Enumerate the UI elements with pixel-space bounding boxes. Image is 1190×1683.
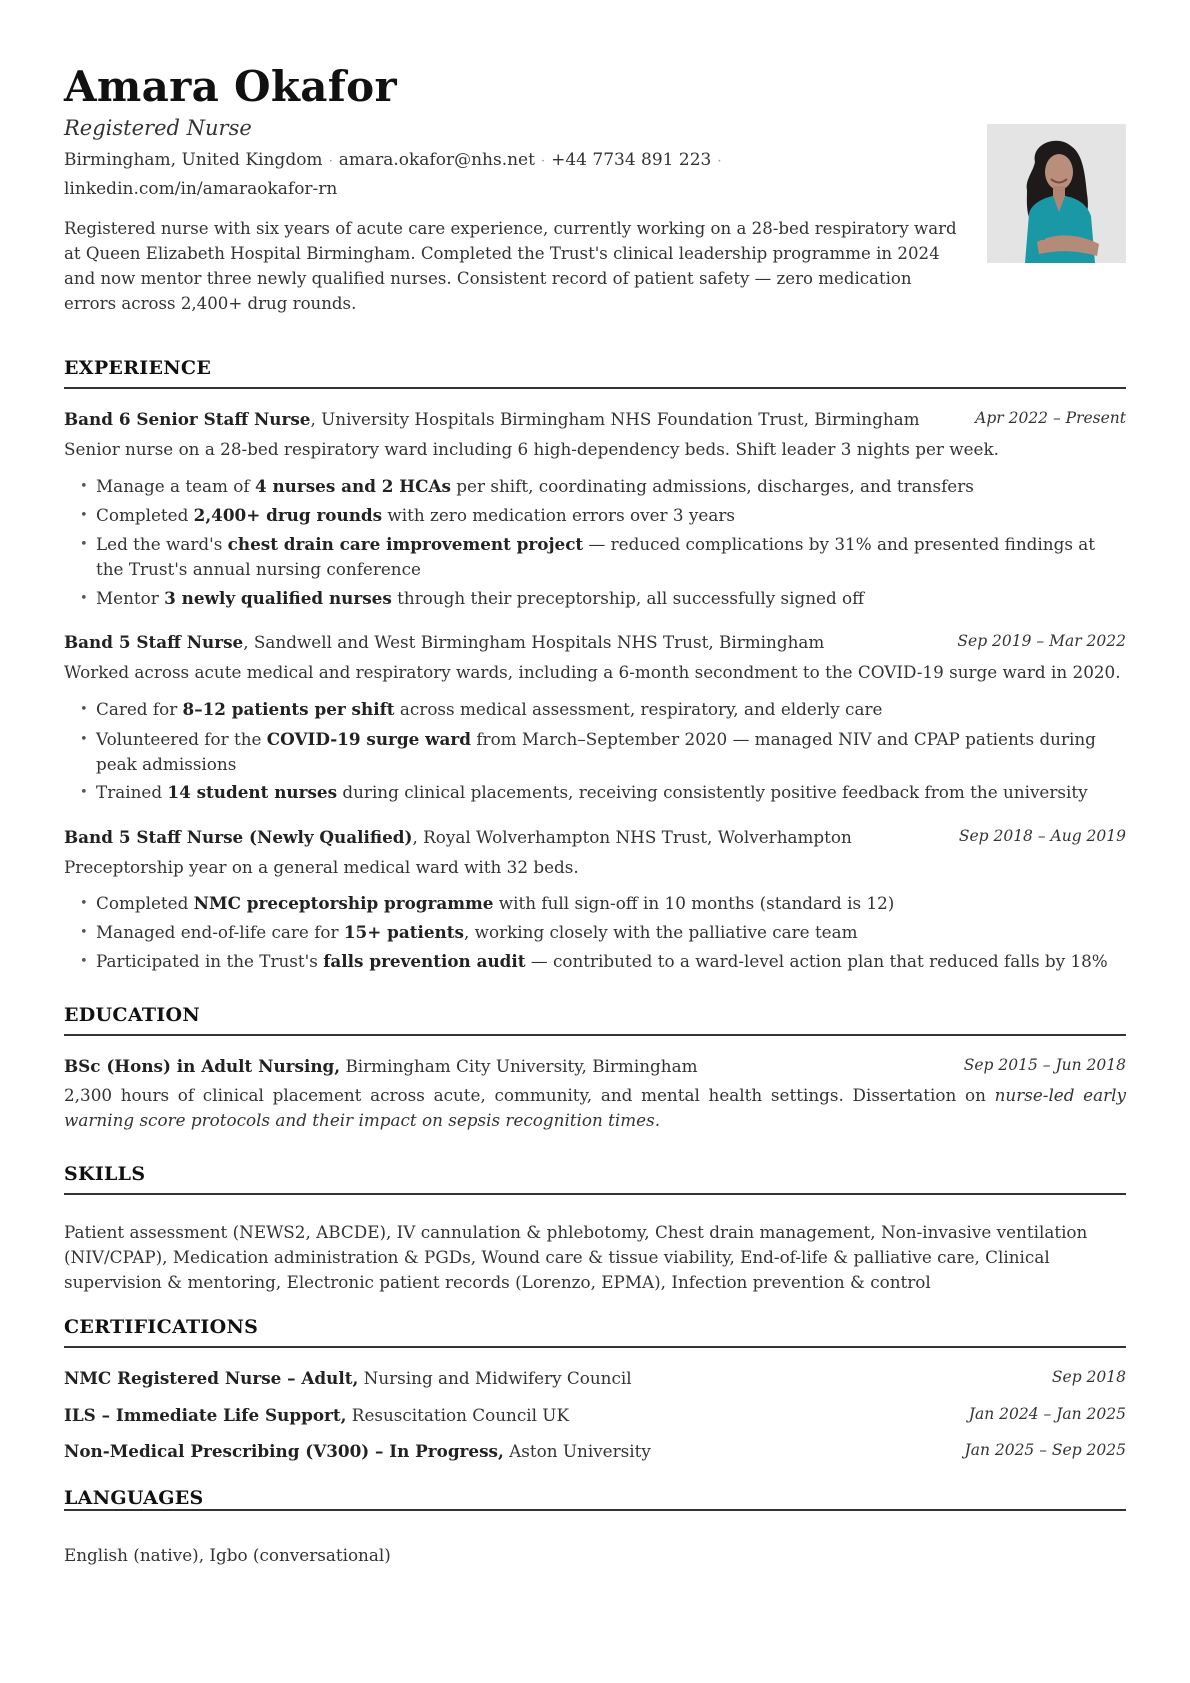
job-bullet: • Trained 14 student nurses during clinical placements, receiving consistently positive feedback from the university bbox=[80, 780, 1126, 805]
email-link[interactable]: amara.okafor@nhs.net bbox=[338, 150, 535, 170]
skills-list: Patient assessment (NEWS2, ABCDE), IV cannulation & phlebotomy, Chest drain management, Non-invasive ventilation (NIV/CPAP), Medication administration & PGDs, Wound care & tissue viability, End-of-life & palliative care, Clinical supervision & mentoring, Electronic patient records (Lorenzo, EPMA), Infection prevention & control bbox=[64, 1222, 1088, 1292]
separator: · bbox=[328, 154, 333, 169]
job-description: Preceptorship year on a general medical ward with 32 beds. bbox=[64, 857, 579, 877]
section-title-languages: LANGUAGES bbox=[64, 1487, 204, 1509]
section-divider bbox=[64, 387, 1126, 389]
section-title-skills: SKILLS bbox=[64, 1163, 146, 1185]
job-role: Band 5 Staff Nurse (Newly Qualified) bbox=[64, 827, 413, 847]
education-dates: Sep 2015 – Jun 2018 bbox=[963, 1056, 1126, 1074]
cert-name: NMC Registered Nurse – Adult, bbox=[64, 1368, 359, 1388]
job-bullet: • Cared for 8–12 patients per shift across medical assessment, respiratory, and elderly care bbox=[80, 697, 1126, 722]
location: Birmingham, United Kingdom bbox=[64, 150, 323, 170]
cert-name: ILS – Immediate Life Support, bbox=[64, 1405, 347, 1425]
job-org: , Royal Wolverhampton NHS Trust, Wolverhampton bbox=[412, 827, 852, 847]
job-header bbox=[64, 827, 1126, 847]
job-description: Worked across acute medical and respiratory wards, including a 6-month secondment to the COVID-19 surge ward in 2020. bbox=[64, 662, 1121, 682]
certification-row bbox=[64, 1368, 1126, 1388]
job-bullet: • Manage a team of 4 nurses and 2 HCAs per shift, coordinating admissions, discharges, and transfers bbox=[80, 474, 1126, 499]
cert-dates: Jan 2025 – Sep 2025 bbox=[964, 1441, 1126, 1459]
cert-dates: Jan 2024 – Jan 2025 bbox=[968, 1405, 1126, 1423]
job-bullet: • Completed NMC preceptorship programme with full sign-off in 10 months (standard is 12) bbox=[80, 891, 1126, 916]
education-description: 2,300 hours of clinical placement across acute, community, and mental health settings. Dissertation on nurse-led early warning score protocols and their impact on sepsis recognition times. bbox=[64, 1085, 1126, 1130]
cert-issuer: Nursing and Midwifery Council bbox=[358, 1368, 632, 1388]
job-role: Band 6 Senior Staff Nurse bbox=[64, 409, 311, 429]
job-bullet: • Mentor 3 newly qualified nurses through their preceptorship, all successfully signed off bbox=[80, 586, 1126, 611]
phone: +44 7734 891 223 bbox=[551, 150, 712, 170]
cert-issuer: Resuscitation Council UK bbox=[346, 1405, 569, 1425]
section-divider bbox=[64, 1509, 1126, 1511]
school: Birmingham City University, Birmingham bbox=[340, 1056, 698, 1076]
separator: · bbox=[717, 154, 722, 169]
section-divider bbox=[64, 1193, 1126, 1195]
section-title-certifications: CERTIFICATIONS bbox=[64, 1316, 259, 1338]
certification-row bbox=[64, 1441, 1126, 1461]
education-header bbox=[64, 1056, 1126, 1076]
job-role: Band 5 Staff Nurse bbox=[64, 632, 244, 652]
cert-name: Non-Medical Prescribing (V300) – In Progress, bbox=[64, 1441, 504, 1461]
cert-issuer: Aston University bbox=[503, 1441, 651, 1461]
summary: Registered nurse with six years of acute care experience, currently working on a 28-bed respiratory ward at Queen Elizabeth Hospital Birmingham. Completed the Trust's clinical leadership programme in 2024 and now mentor three newly qualified nurses. Consistent record of patient safety — zero medication errors across 2,400+ drug rounds. bbox=[64, 219, 957, 313]
job-header bbox=[64, 632, 1126, 652]
job-header bbox=[64, 409, 1126, 429]
job-bullet: • Managed end-of-life care for 15+ patients, working closely with the palliative care team bbox=[80, 920, 1126, 945]
job-bullet: • Led the ward's chest drain care improvement project — reduced complications by 31% and presented findings at the Trust's annual nursing conference bbox=[80, 532, 1126, 582]
languages-list: English (native), Igbo (conversational) bbox=[64, 1545, 391, 1565]
section-title-experience: EXPERIENCE bbox=[64, 357, 212, 379]
contact-line bbox=[64, 150, 727, 170]
cert-dates: Sep 2018 bbox=[1051, 1368, 1126, 1386]
certification-row bbox=[64, 1405, 1126, 1425]
job-bullet: • Participated in the Trust's falls prevention audit — contributed to a ward-level action plan that reduced falls by 18% bbox=[80, 949, 1126, 974]
job-dates: Apr 2022 – Present bbox=[975, 409, 1126, 427]
section-divider bbox=[64, 1034, 1126, 1036]
job-dates: Sep 2019 – Mar 2022 bbox=[957, 632, 1126, 650]
section-title-education: EDUCATION bbox=[64, 1004, 200, 1026]
candidate-name: Amara Okafor bbox=[64, 62, 397, 111]
degree: BSc (Hons) in Adult Nursing, bbox=[64, 1056, 341, 1076]
job-bullet: • Completed 2,400+ drug rounds with zero medication errors over 3 years bbox=[80, 503, 1126, 528]
job-org: , Sandwell and West Birmingham Hospitals NHS Trust, Birmingham bbox=[243, 632, 825, 652]
job-org: , University Hospitals Birmingham NHS Foundation Trust, Birmingham bbox=[310, 409, 920, 429]
linkedin-link[interactable]: linkedin.com/in/amaraokafor-rn bbox=[64, 179, 338, 199]
section-divider bbox=[64, 1346, 1126, 1348]
separator: · bbox=[540, 154, 546, 169]
profile-photo bbox=[987, 124, 1126, 263]
person-photo-icon bbox=[987, 124, 1126, 263]
job-dates: Sep 2018 – Aug 2019 bbox=[958, 827, 1126, 845]
job-bullet: • Volunteered for the COVID-19 surge ward from March–September 2020 — managed NIV and CPAP patients during peak admissions bbox=[80, 727, 1126, 777]
job-description: Senior nurse on a 28-bed respiratory ward including 6 high-dependency beds. Shift leader 3 nights per week. bbox=[64, 439, 999, 459]
candidate-title: Registered Nurse bbox=[64, 116, 252, 140]
